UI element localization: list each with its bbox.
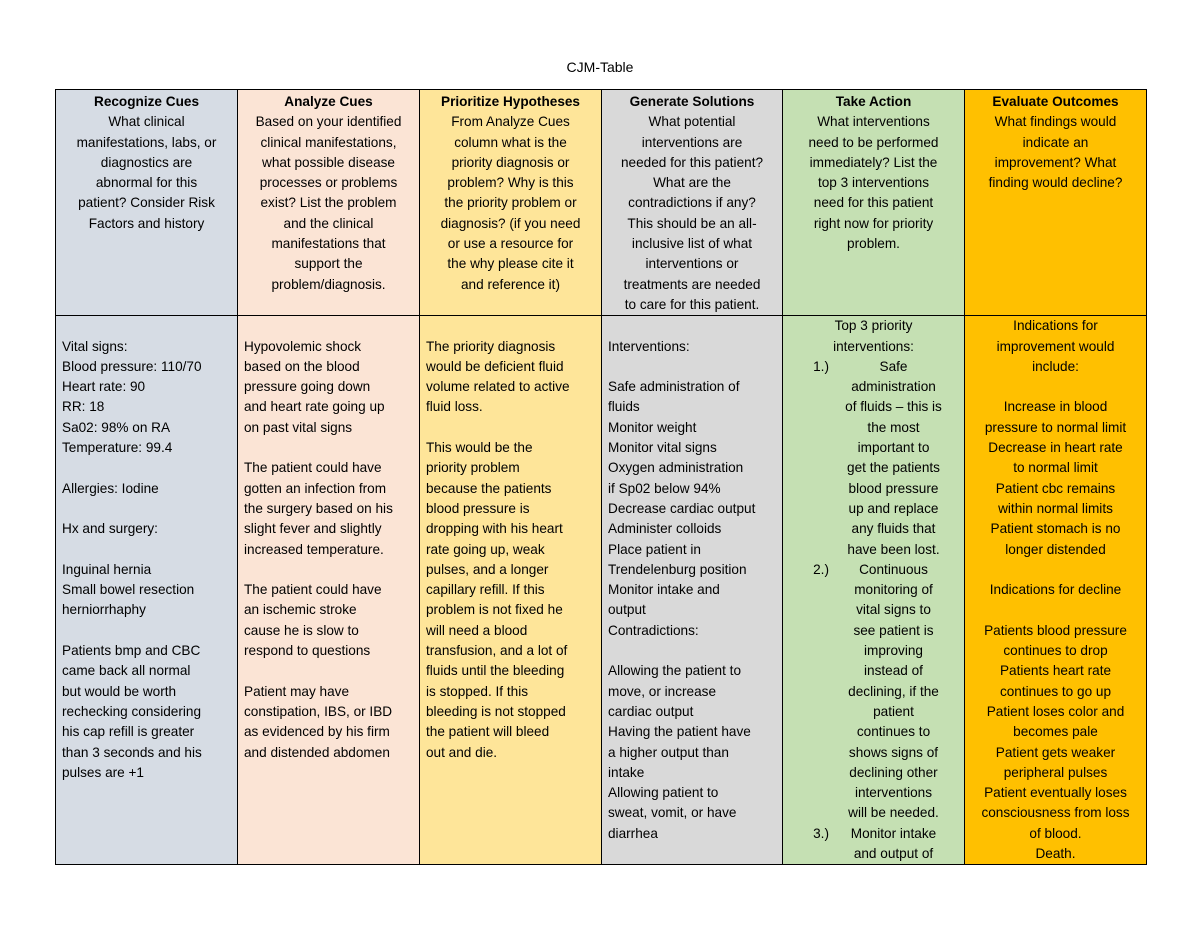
list-number: [789, 722, 829, 742]
text-line: rate going up, weak: [426, 541, 545, 557]
text-line: Interventions:: [608, 338, 690, 354]
text-line: RR: 18: [62, 399, 105, 415]
list-text: declining other: [849, 764, 938, 780]
text-line: patient? Consider Risk: [78, 195, 215, 211]
text-line: inclusive list of what: [631, 236, 753, 252]
text-line: Heart rate: 90: [62, 379, 146, 395]
text-line: what possible disease: [262, 154, 395, 170]
text-line: Hypovolemic shock: [244, 338, 362, 354]
text-line: the priority problem or: [444, 195, 577, 211]
text-line: This should be an all-: [627, 215, 757, 231]
action-list-line: [789, 803, 958, 823]
action-list-line: [789, 580, 958, 600]
text-line: manifestations that: [271, 236, 386, 252]
action-list-line: [789, 418, 958, 438]
text-line: capillary refill. If this: [426, 582, 545, 598]
list-text: Safe: [879, 358, 908, 374]
list-text: declining, if the: [848, 683, 939, 699]
text-line: cardiac output: [608, 703, 694, 719]
text-line: Oxygen administration: [608, 460, 744, 476]
text-line: clinical manifestations,: [260, 134, 397, 150]
list-number: [789, 763, 829, 783]
text-line: Allowing patient to: [608, 785, 719, 801]
text-line: [971, 377, 1140, 397]
list-number: 1.): [813, 358, 829, 374]
text-line: Indications for: [1013, 318, 1098, 334]
list-number: [789, 458, 829, 478]
text-line: diagnostics are: [100, 154, 193, 170]
text-line: Decrease cardiac output: [608, 500, 756, 516]
action-list-line: [789, 458, 958, 478]
action-list-line: [789, 763, 958, 783]
page-title: CJM-Table: [566, 59, 634, 75]
text-line: Temperature: 99.4: [62, 440, 173, 456]
text-line: need for this patient: [813, 195, 934, 211]
list-text: continues to: [856, 724, 931, 740]
text-line: sweat, vomit, or have: [608, 805, 737, 821]
text-line: as evidenced by his firm: [244, 724, 390, 740]
text-line: Patient gets weaker: [995, 744, 1116, 760]
text-line: Based on your identified: [255, 114, 402, 130]
text-line: [608, 316, 776, 336]
text-line: improvement would: [996, 338, 1115, 354]
text-line: constipation, IBS, or IBD: [244, 703, 393, 719]
action-list-line: [789, 824, 958, 844]
header-prioritize-hypotheses: [420, 90, 602, 316]
text-line: What potential: [648, 114, 736, 130]
text-line: Patient eventually loses: [984, 785, 1127, 801]
text-line: Decrease in heart rate: [988, 440, 1123, 456]
action-list-line: [789, 519, 958, 539]
text-line: improvement? What: [994, 154, 1117, 170]
content-recognize-cues: [56, 316, 238, 865]
list-text: important to: [857, 440, 930, 456]
list-text: improving: [864, 643, 923, 659]
action-intro: [789, 316, 958, 357]
text-line: manifestations, labs, or: [76, 134, 217, 150]
text-line: [244, 316, 413, 336]
text-line: gotten an infection from: [244, 480, 387, 496]
text-line: [608, 357, 776, 377]
column-title: Recognize Cues: [94, 94, 199, 109]
list-text: of fluids – this is: [845, 399, 942, 415]
content-prioritize-hypotheses: [420, 316, 602, 865]
text-line: Having the patient have: [608, 724, 751, 740]
content-generate-solutions: [602, 316, 783, 865]
list-number: [789, 438, 829, 458]
text-line: bleeding is not stopped: [426, 703, 566, 719]
action-list-line: [789, 702, 958, 722]
text-line: Increase in blood: [1003, 399, 1108, 415]
text-line: and heart rate going up: [244, 399, 385, 415]
text-line: Monitor vital signs: [608, 440, 717, 456]
column-prompt: [608, 112, 776, 315]
cjm-table: [55, 89, 1147, 865]
text-line: [62, 316, 231, 336]
list-text: patient: [873, 703, 914, 719]
list-number: [789, 783, 829, 803]
text-line: the patient will bleed: [426, 724, 550, 740]
list-number: [789, 682, 829, 702]
text-line: Death.: [1035, 845, 1076, 861]
text-line: based on the blood: [244, 358, 360, 374]
text-line: an ischemic stroke: [244, 602, 357, 618]
text-line: finding would decline?: [988, 175, 1123, 191]
text-line: Contradictions:: [608, 622, 699, 638]
text-line: but would be worth: [62, 683, 177, 699]
text-line: abnormal for this: [95, 175, 198, 191]
list-number: [789, 844, 829, 864]
list-text: get the patients: [847, 460, 940, 476]
column-prompt: [789, 112, 958, 254]
text-line: dropping with his heart: [426, 521, 563, 537]
text-line: support the: [294, 256, 363, 272]
text-line: Small bowel resection: [62, 582, 195, 598]
text-line: to normal limit: [1013, 460, 1098, 476]
list-text: the most: [867, 419, 920, 435]
action-list-line: [789, 397, 958, 417]
action-list-line: [789, 377, 958, 397]
text-line: pressure to normal limit: [984, 419, 1127, 435]
list-number: [789, 377, 829, 397]
text-line: fluid loss.: [426, 399, 483, 415]
column-title: Take Action: [835, 94, 912, 109]
content-take-action: [783, 316, 965, 865]
text-line: treatments are needed: [623, 276, 761, 292]
text-line: right now for priority: [813, 215, 934, 231]
text-line: [62, 458, 231, 478]
text-line: interventions or: [645, 256, 739, 272]
text-line: Factors and history: [88, 215, 205, 231]
text-line: intake: [608, 764, 645, 780]
action-list-line: [789, 438, 958, 458]
list-number: [789, 519, 829, 539]
list-number: [789, 600, 829, 620]
header-evaluate-outcomes: [965, 90, 1147, 316]
action-list: [789, 357, 958, 864]
list-number: [789, 621, 829, 641]
list-number: [789, 641, 829, 661]
list-number: 3.): [813, 825, 829, 841]
text-line: Safe administration of: [608, 379, 740, 395]
action-list-line: [789, 540, 958, 560]
text-line: include:: [1032, 358, 1079, 374]
column-prompt: [244, 112, 413, 295]
text-line: contradictions if any?: [628, 195, 756, 211]
text-line: to care for this patient.: [624, 296, 760, 312]
text-line: Patient loses color and: [986, 703, 1125, 719]
text-line: [62, 499, 231, 519]
text-line: if Sp02 below 94%: [608, 480, 721, 496]
text-line: volume related to active: [426, 379, 570, 395]
text-line: Administer colloids: [608, 521, 722, 537]
list-text: blood pressure: [848, 480, 939, 496]
text-line: increased temperature.: [244, 541, 384, 557]
column-title: Analyze Cues: [284, 94, 373, 109]
text-line: and distended abdomen: [244, 744, 390, 760]
text-line: What findings would: [994, 114, 1117, 130]
list-text: shows signs of: [848, 744, 939, 760]
action-list-line: [789, 722, 958, 742]
action-list-line: [789, 641, 958, 661]
text-line: Vital signs:: [62, 338, 128, 354]
text-line: respond to questions: [244, 643, 371, 659]
text-line: [244, 438, 413, 458]
action-list-line: [789, 499, 958, 519]
column-content: [244, 316, 413, 763]
text-line: The priority diagnosis: [426, 338, 556, 354]
text-line: longer distended: [1005, 541, 1106, 557]
text-line: his cap refill is greater: [62, 724, 195, 740]
text-line: pressure going down: [244, 379, 371, 395]
text-line: cause he is slow to: [244, 622, 359, 638]
list-number: [789, 418, 829, 438]
text-line: top 3 interventions: [817, 175, 930, 191]
list-number: [789, 702, 829, 722]
text-line: column what is the: [454, 134, 567, 150]
text-line: problem is not fixed he: [426, 602, 563, 618]
text-line: would be deficient fluid: [426, 358, 564, 374]
header-generate-solutions: [602, 90, 783, 316]
list-text: any fluids that: [851, 521, 936, 537]
text-line: exist? List the problem: [260, 195, 397, 211]
text-line: [426, 418, 595, 438]
action-list-line: [789, 560, 958, 580]
list-number: [789, 803, 829, 823]
text-line: diagnosis? (if you need: [440, 215, 581, 231]
header-take-action: [783, 90, 965, 316]
text-line: need to be performed: [808, 134, 939, 150]
text-line: pulses, and a longer: [426, 561, 549, 577]
text-line: because the patients: [426, 480, 552, 496]
text-line: Hx and surgery:: [62, 521, 158, 537]
text-line: [971, 600, 1140, 620]
list-number: [789, 661, 829, 681]
text-line: blood pressure is: [426, 500, 530, 516]
text-line: rechecking considering: [62, 703, 202, 719]
text-line: [244, 661, 413, 681]
list-number: [789, 540, 829, 560]
text-line: The patient could have: [244, 460, 382, 476]
text-line: peripheral pulses: [1003, 764, 1108, 780]
text-line: processes or problems: [259, 175, 398, 191]
text-line: indicate an: [1022, 134, 1089, 150]
text-line: priority diagnosis or: [451, 154, 570, 170]
text-line: herniorrhaphy: [62, 602, 146, 618]
text-line: This would be the: [426, 440, 533, 456]
column-prompt: [62, 112, 231, 234]
text-line: Allergies: Iodine: [62, 480, 159, 496]
text-line: Patients bmp and CBC: [62, 643, 201, 659]
text-line: pulses are +1: [62, 764, 144, 780]
text-line: slight fever and slightly: [244, 521, 382, 537]
text-line: output: [608, 602, 646, 618]
header-analyze-cues: [238, 90, 420, 316]
text-line: within normal limits: [998, 500, 1113, 516]
action-list-line: [789, 743, 958, 763]
text-line: will need a blood: [426, 622, 528, 638]
text-line: fluids: [608, 399, 640, 415]
text-line: interventions:: [833, 338, 914, 354]
header-row: [56, 90, 1147, 316]
text-line: problem? Why is this: [447, 175, 574, 191]
text-line: Patient cbc remains: [995, 480, 1116, 496]
text-line: The patient could have: [244, 582, 382, 598]
column-title: Generate Solutions: [629, 94, 755, 109]
column-content: [971, 316, 1140, 864]
text-line: [608, 641, 776, 661]
text-line: problem.: [847, 236, 900, 252]
text-line: Blood pressure: 110/70: [62, 358, 202, 374]
text-line: Trendelenburg position: [608, 561, 747, 577]
text-line: fluids until the bleeding: [426, 663, 565, 679]
action-list-line: [789, 479, 958, 499]
text-line: a higher output than: [608, 744, 729, 760]
column-title: Evaluate Outcomes: [992, 94, 1119, 109]
list-text: see patient is: [853, 622, 934, 638]
text-line: Allowing the patient to: [608, 663, 742, 679]
text-line: interventions are: [641, 134, 743, 150]
text-line: From Analyze Cues: [451, 114, 570, 130]
text-line: immediately? List the: [809, 154, 938, 170]
text-line: on past vital signs: [244, 419, 353, 435]
action-list-line: [789, 600, 958, 620]
action-list-line: [789, 682, 958, 702]
text-line: diarrhea: [608, 825, 658, 841]
text-line: and reference it): [461, 276, 560, 292]
list-text: monitoring of: [854, 582, 933, 598]
text-line: [62, 621, 231, 641]
list-text: instead of: [864, 663, 923, 679]
text-line: came back all normal: [62, 663, 191, 679]
text-line: becomes pale: [1013, 724, 1098, 740]
header-recognize-cues: [56, 90, 238, 316]
column-content: [426, 316, 595, 763]
text-line: Patient may have: [244, 683, 350, 699]
column-content: [62, 316, 231, 783]
text-line: the surgery based on his: [244, 500, 393, 516]
text-line: [244, 560, 413, 580]
text-line: consciousness from loss: [981, 805, 1130, 821]
text-line: [971, 560, 1140, 580]
list-text: Continuous: [859, 561, 928, 577]
list-text: will be needed.: [848, 805, 939, 821]
text-line: Sa02: 98% on RA: [62, 419, 171, 435]
list-text: vital signs to: [856, 602, 931, 618]
text-line: problem/diagnosis.: [271, 276, 386, 292]
text-line: Place patient in: [608, 541, 701, 557]
text-line: out and die.: [426, 744, 498, 760]
text-line: Patients blood pressure: [984, 622, 1127, 638]
list-number: [789, 499, 829, 519]
text-line: than 3 seconds and his: [62, 744, 202, 760]
text-line: priority problem: [426, 460, 520, 476]
text-line: needed for this patient?: [620, 154, 764, 170]
list-text: and output of: [853, 845, 934, 861]
list-number: [789, 397, 829, 417]
text-line: the why please cite it: [447, 256, 574, 272]
list-number: [789, 479, 829, 499]
action-list-line: [789, 844, 958, 864]
text-line: and the clinical: [283, 215, 374, 231]
action-list-line: [789, 783, 958, 803]
column-prompt: [971, 112, 1140, 193]
action-list-line: [789, 661, 958, 681]
content-analyze-cues: [238, 316, 420, 865]
text-line: transfusion, and a lot of: [426, 643, 568, 659]
text-line: [426, 316, 595, 336]
action-list-line: [789, 621, 958, 641]
action-list-line: [789, 357, 958, 377]
column-content: [608, 316, 776, 844]
text-line: Indications for decline: [989, 582, 1122, 598]
text-line: What interventions: [817, 114, 930, 130]
list-text: administration: [851, 379, 936, 395]
text-line: What are the: [653, 175, 731, 191]
text-line: or use a resource for: [447, 236, 574, 252]
text-line: What clinical: [108, 114, 185, 130]
text-line: [62, 540, 231, 560]
text-line: Monitor intake and: [608, 582, 720, 598]
list-text: have been lost.: [847, 541, 940, 557]
list-text: Monitor intake: [850, 825, 937, 841]
text-line: move, or increase: [608, 683, 717, 699]
list-number: [789, 580, 829, 600]
text-line: is stopped. If this: [426, 683, 529, 699]
column-title: Prioritize Hypotheses: [441, 94, 580, 109]
list-text: up and replace: [848, 500, 939, 516]
content-evaluate-outcomes: [965, 316, 1147, 865]
list-number: [789, 743, 829, 763]
content-row: [56, 316, 1147, 865]
column-prompt: [426, 112, 595, 295]
text-line: Top 3 priority: [834, 318, 913, 334]
text-line: Patients heart rate: [999, 663, 1112, 679]
list-text: interventions: [854, 785, 933, 801]
text-line: continues to drop: [1003, 643, 1108, 659]
text-line: Patient stomach is no: [990, 521, 1121, 537]
text-line: Inguinal hernia: [62, 561, 152, 577]
list-number: 2.): [813, 561, 829, 577]
text-line: of blood.: [1029, 825, 1082, 841]
text-line: Monitor weight: [608, 419, 697, 435]
text-line: continues to go up: [999, 683, 1112, 699]
